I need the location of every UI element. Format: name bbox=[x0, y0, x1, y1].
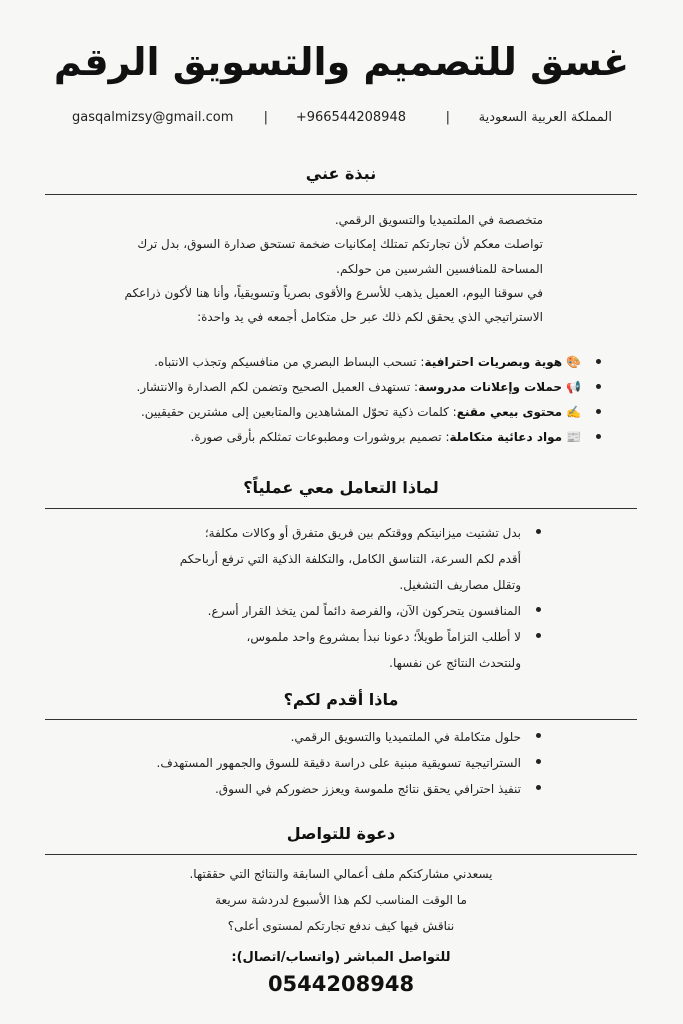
service-desc: : تصميم بروشورات ومطبوعات تمثلكم بأرقى صورة. bbox=[190, 430, 450, 444]
about-line: متخصصة في الملتميديا والتسويق الرقمي. bbox=[334, 213, 543, 227]
cta-heading: دعوة للتواصل bbox=[286, 824, 396, 843]
service-title: حملات وإعلانات مدروسة bbox=[418, 380, 563, 394]
list-item: حلول متكاملة في الملتميديا والتسويق الرقمي. bbox=[157, 724, 543, 750]
page-title: غسق للتصميم والتسويق الرقم bbox=[53, 40, 630, 84]
service-desc: : كلمات ذكية تحوّل المشاهدين والمتابعين إلى مشترين حقيقيين. bbox=[140, 405, 457, 419]
direct-phone-number[interactable]: 0544208948 bbox=[267, 972, 415, 996]
cta-paragraph bbox=[45, 861, 637, 939]
list-item bbox=[137, 400, 603, 425]
about-paragraph bbox=[123, 208, 543, 329]
list-item bbox=[180, 520, 543, 598]
list-item bbox=[180, 598, 543, 624]
item-line: بدل تشتيت ميزانيتكم ووقتكم بين فريق متفرق أو وكالات مكلفة؛ bbox=[204, 526, 521, 540]
about-line: تواصلت معكم لأن تجارتكم تمتلك إمكانيات ضخمة تستحق صدارة السوق، بدل ترك bbox=[137, 237, 543, 252]
service-desc: : تسحب البساط البصري من منافسيكم وتجذب الانتباه. bbox=[154, 355, 425, 369]
email-link[interactable]: gasqalmizsy@gmail.com bbox=[72, 110, 234, 125]
contact-info-row bbox=[60, 110, 620, 130]
list-item bbox=[137, 375, 603, 400]
offer-heading: ماذا أقدم لكم؟ bbox=[283, 690, 399, 709]
about-heading: نبذة عني bbox=[305, 164, 377, 183]
cta-line: ما الوقت المناسب لكم هذا الأسبوع لدردشة سريعة bbox=[215, 893, 467, 907]
why-list bbox=[180, 520, 543, 676]
list-item bbox=[137, 425, 603, 450]
about-line: الاستراتيجي الذي يحقق لكم ذلك عبر حل متكامل أجمعه في يد واحدة: bbox=[197, 310, 543, 325]
why-heading: لماذا التعامل معي عملياً؟ bbox=[243, 478, 439, 497]
service-title: هوية وبصريات احترافية bbox=[424, 355, 563, 369]
item-line: ولنتحدث النتائج عن نفسها. bbox=[389, 656, 521, 670]
list-item bbox=[180, 624, 543, 676]
about-line: المساحة للمنافسين الشرسين من حولكم. bbox=[336, 261, 543, 276]
list-item: الستراتيجية تسويقية مبنية على دراسة دقيقة للسوق والجمهور المستهدف. bbox=[157, 750, 543, 776]
services-list bbox=[137, 350, 603, 450]
phone-link[interactable]: +966544208948 bbox=[295, 110, 406, 125]
section-divider bbox=[45, 508, 637, 509]
direct-contact-label: للتواصل المباشر (واتساب/اتصال): bbox=[231, 950, 451, 965]
megaphone-icon: 📢 bbox=[566, 380, 581, 394]
item-line: المنافسون يتحركون الآن، والفرصة دائماً لمن يتخذ القرار أسرع. bbox=[207, 604, 521, 618]
separator: | bbox=[263, 110, 268, 125]
section-divider bbox=[45, 719, 637, 720]
country-text: المملكة العربية السعودية bbox=[478, 110, 612, 125]
separator: | bbox=[445, 110, 450, 125]
item-line: أقدم لكم السرعة، التناسق الكامل، والتكلفة الذكية التي ترفع أرباحكم bbox=[179, 552, 521, 566]
service-title: مواد دعائية متكاملة bbox=[449, 430, 563, 444]
newspaper-icon: 📰 bbox=[566, 430, 581, 444]
cta-line: يسعدني مشاركتكم ملف أعمالي السابقة والنتائج التي حققتها. bbox=[189, 867, 493, 881]
item-line: وتقلل مصاريف التشغيل. bbox=[399, 578, 521, 592]
service-title: محتوى بيعي مقنع bbox=[456, 405, 563, 419]
section-divider bbox=[45, 854, 637, 855]
list-item bbox=[137, 350, 603, 375]
palette-icon: 🎨 bbox=[566, 355, 581, 369]
item-line: لا أطلب التزاماً طويلاً؛ دعونا نبدأ بمشروع واحد ملموس، bbox=[246, 630, 521, 644]
section-divider bbox=[45, 194, 637, 195]
service-desc: : تستهدف العميل الصحيح وتضمن لكم الصدارة والانتشار. bbox=[136, 380, 419, 394]
writing-hand-icon: ✍️ bbox=[566, 405, 581, 419]
offer-list bbox=[157, 724, 543, 802]
list-item: تنفيذ احترافي يحقق نتائج ملموسة ويعزز حضوركم في السوق. bbox=[157, 776, 543, 802]
cta-line: نناقش فيها كيف ندفع تجارتكم لمستوى أعلى؟ bbox=[227, 919, 455, 933]
about-line: في سوقنا اليوم، العميل يذهب للأسرع والأقوى بصرياً وتسويقياً، وأنا هنا لأكون ذراعكم bbox=[124, 285, 543, 300]
